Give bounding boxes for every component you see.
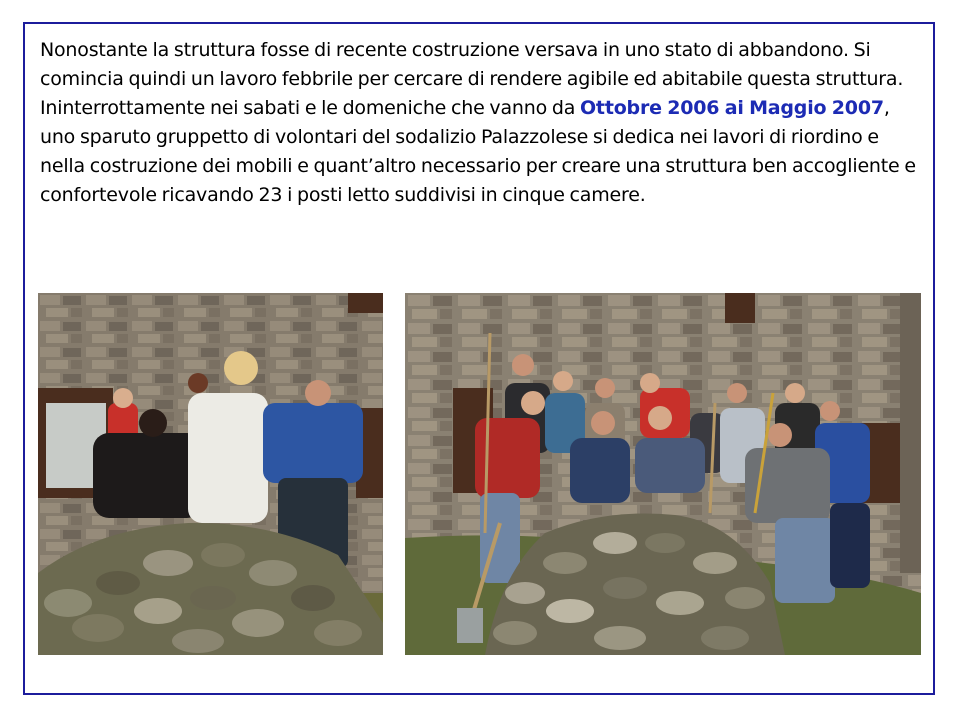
body-paragraph <box>40 36 920 210</box>
photo-volunteers-left <box>38 293 383 655</box>
paragraph-text-end: , uno sparuto gruppetto di volontari del sodalizio Palazzolese si dedica nei lavori di riordino e nella costruzione dei mobili e quant’altro necessario per creare una struttura ben accogliente e confortevole ricavando 23 i posti letto suddivisi in cinque camere. <box>40 97 916 206</box>
paragraph-text-start: Nonostante la struttura fosse di recente costruzione versava in uno stato di abbandono. Si comincia quindi un lavoro febbrile per cercare di rendere agibile ed abitabile questa struttura. Ininterrottamente nei sabati e le domeniche che vanno da <box>40 39 904 119</box>
date-range-highlight: Ottobre 2006 ai Maggio 2007 <box>579 97 884 119</box>
photo-volunteers-right <box>405 293 921 655</box>
